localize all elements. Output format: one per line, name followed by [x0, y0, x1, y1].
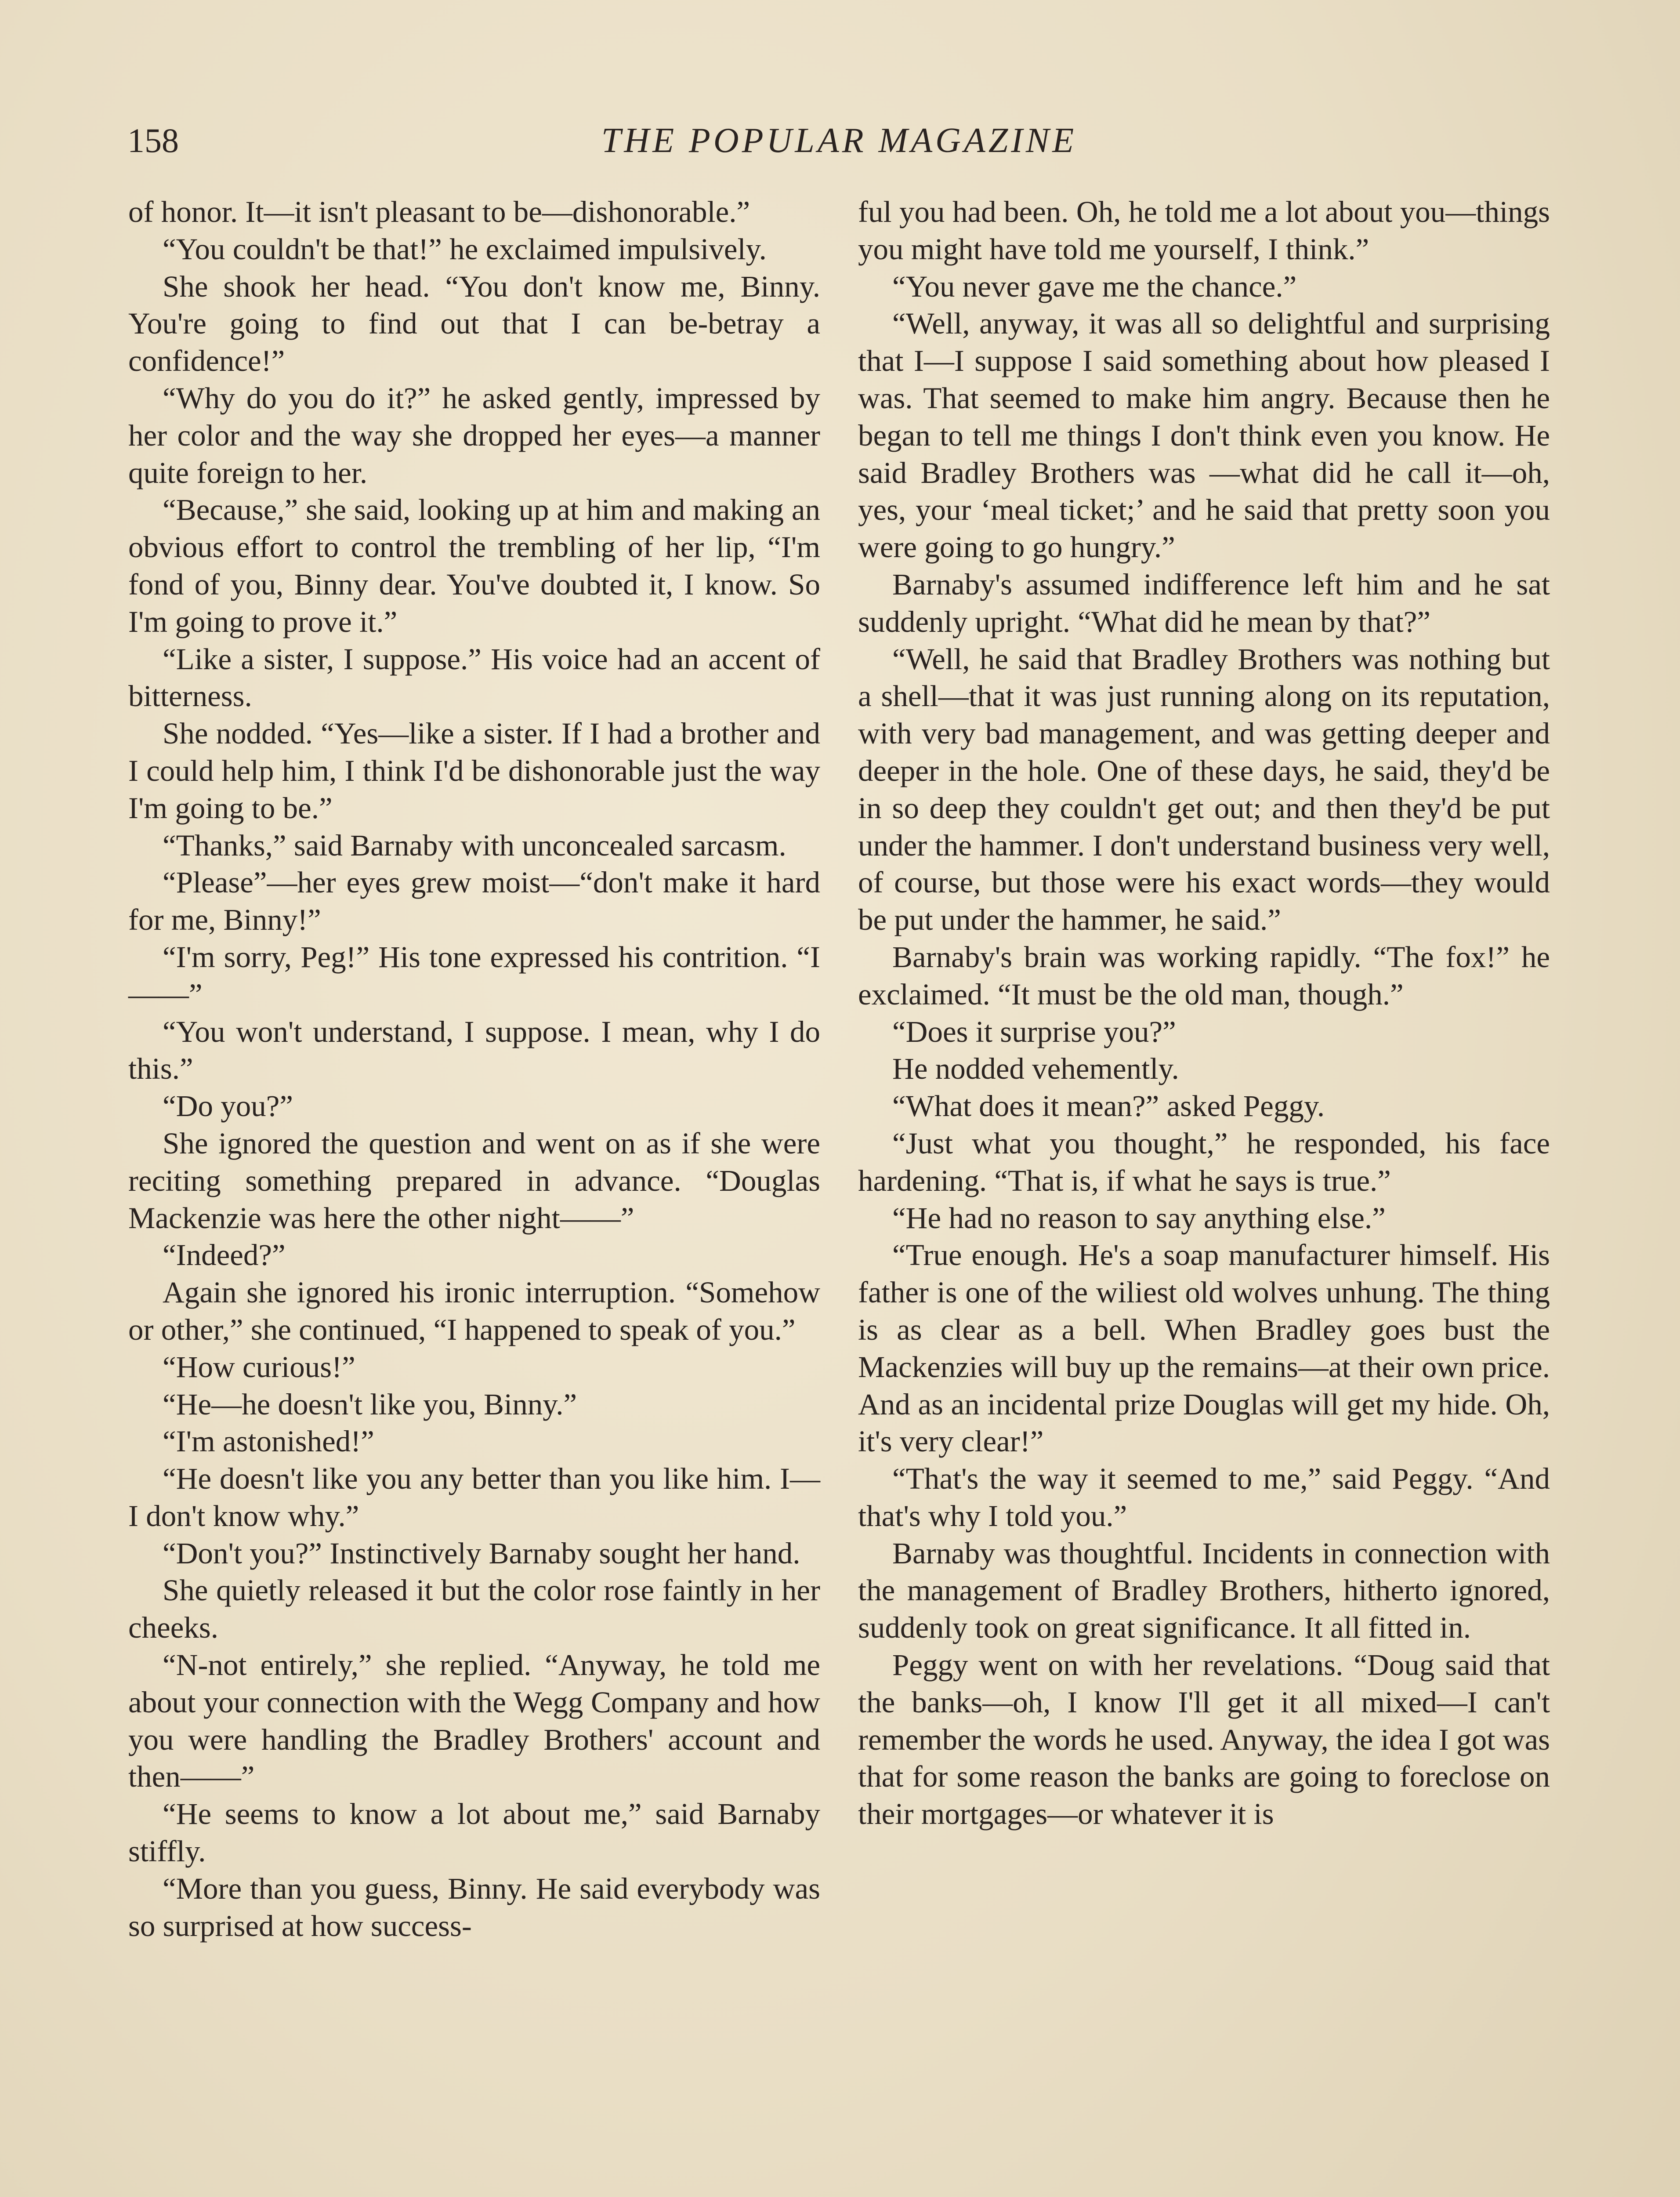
- paragraph: “N-not entirely,” she replied. “Anyway, he told me about your connection with the Wegg Company and how you were handling the Bradley Brothers' account and then——”: [128, 1648, 820, 1794]
- paragraph: “Well, he said that Bradley Brothers was nothing but a shell—that it was just running along on its reputation, with very bad management, and was getting deeper and deeper in the hole. One of these days, he said, they'd be in so deep they couldn't get out; and then they'd be put under the hammer. I don't understand business very well, of course, but those were his exact words—they would be put under the hammer, he said.”: [858, 642, 1550, 937]
- paragraph: She shook her head. “You don't know me, Binny. You're going to find out that I can be-betray a confidence!”: [128, 269, 820, 378]
- paragraph: “True enough. He's a soap manufacturer himself. His father is one of the wiliest old wolves unhung. The thing is as clear as a bell. When Bradley goes bust the Mackenzies will buy up the remains—at their own price. And as an incidental prize Douglas will get my hide. Oh, it's very clear!”: [858, 1238, 1550, 1458]
- paragraph: “Because,” she said, looking up at him and making an obvious effort to control the trembling of her lip, “I'm fond of you, Binny dear. You've doubted it, I know. So I'm going to prove it.”: [128, 493, 820, 638]
- running-title: THE POPULAR MAGAZINE: [601, 121, 1077, 160]
- paragraph: “What does it mean?” asked Peggy.: [892, 1089, 1325, 1123]
- paragraph: ful you had been. Oh, he told me a lot about you—things you might have told me yourself, I think.”: [858, 195, 1550, 266]
- paragraph: Barnaby was thoughtful. Incidents in connection with the management of Bradley Brothers, hitherto ignored, suddenly took on great significance. It all fitted in.: [858, 1536, 1550, 1645]
- paragraph: “Thanks,” said Barnaby with unconcealed sarcasm.: [163, 828, 786, 862]
- paragraph: “Do you?”: [163, 1089, 293, 1123]
- paragraph: Again she ignored his ironic interruption. “Somehow or other,” she continued, “I happened to speak of you.”: [128, 1276, 820, 1346]
- paragraph: of honor. It—it isn't pleasant to be—dishonorable.”: [128, 195, 750, 228]
- paragraph: Peggy went on with her revelations. “Doug said that the banks—oh, I know I'll get it all mixed—I can't remember the words he used. Anyway, the idea I got was that for some reason the banks are going to foreclose on their mortgages—or whatever it is: [858, 1648, 1550, 1831]
- paragraph: “I'm astonished!”: [163, 1425, 374, 1458]
- paragraph: Barnaby's brain was working rapidly. “The fox!” he exclaimed. “It must be the old man, though.”: [858, 940, 1550, 1011]
- paragraph: “You never gave me the chance.”: [892, 269, 1297, 303]
- paragraph: “I'm sorry, Peg!” His tone expressed his contrition. “I——”: [128, 940, 820, 1011]
- paragraph: “How curious!”: [163, 1350, 355, 1384]
- paragraph: “Please”—her eyes grew moist—“don't make it hard for me, Binny!”: [128, 866, 820, 937]
- paragraph: “He had no reason to say anything else.”: [892, 1201, 1386, 1235]
- paragraph: “He doesn't like you any better than you like him. I—I don't know why.”: [128, 1462, 820, 1533]
- paragraph: “Don't you?” Instinctively Barnaby sought her hand.: [163, 1536, 800, 1570]
- left-column: [128, 193, 820, 1944]
- paragraph: “That's the way it seemed to me,” said Peggy. “And that's why I told you.”: [858, 1462, 1550, 1533]
- paragraph: Barnaby's assumed indifference left him and he sat suddenly upright. “What did he mean by that?”: [858, 567, 1550, 638]
- page-number: 158: [127, 121, 179, 160]
- right-column: [858, 193, 1550, 1833]
- paragraph: “He seems to know a lot about me,” said Barnaby stiffly.: [128, 1797, 820, 1868]
- paragraph: She quietly released it but the color rose faintly in her cheeks.: [128, 1573, 820, 1645]
- paragraph: “You couldn't be that!” he exclaimed impulsively.: [163, 232, 767, 266]
- paragraph: “He—he doesn't like you, Binny.”: [163, 1387, 577, 1421]
- paragraph: She nodded. “Yes—like a sister. If I had a brother and I could help him, I think I'd be dishonorable just the way I'm going to be.”: [128, 717, 820, 825]
- page-header: [127, 110, 1551, 171]
- paragraph: “Well, anyway, it was all so delightful and surprising that I—I suppose I said something about how pleased I was. That seemed to make him angry. Because then he began to tell me things I don't think even you know. He said Bradley Brothers was —what did he call it—oh, yes, your ‘meal ticket;’ and he said that pretty soon you were going to go hungry.”: [858, 307, 1550, 564]
- paragraph: “Like a sister, I suppose.” His voice had an accent of bitterness.: [128, 642, 820, 713]
- paragraph: “More than you guess, Binny. He said everybody was so surprised at how success-: [128, 1871, 820, 1943]
- paragraph: “Why do you do it?” he asked gently, impressed by her color and the way she dropped her eyes—a manner quite foreign to her.: [128, 381, 820, 489]
- paragraph: “You won't understand, I suppose. I mean, why I do this.”: [128, 1015, 820, 1086]
- paragraph: He nodded vehemently.: [892, 1052, 1179, 1086]
- paragraph: She ignored the question and went on as if she were reciting something prepared in advance. “Douglas Mackenzie was here the other night——”: [128, 1126, 820, 1235]
- paragraph: “Just what you thought,” he responded, his face hardening. “That is, if what he says is true.”: [858, 1126, 1550, 1197]
- paragraph: “Indeed?”: [163, 1238, 286, 1272]
- paragraph: “Does it surprise you?”: [892, 1015, 1176, 1048]
